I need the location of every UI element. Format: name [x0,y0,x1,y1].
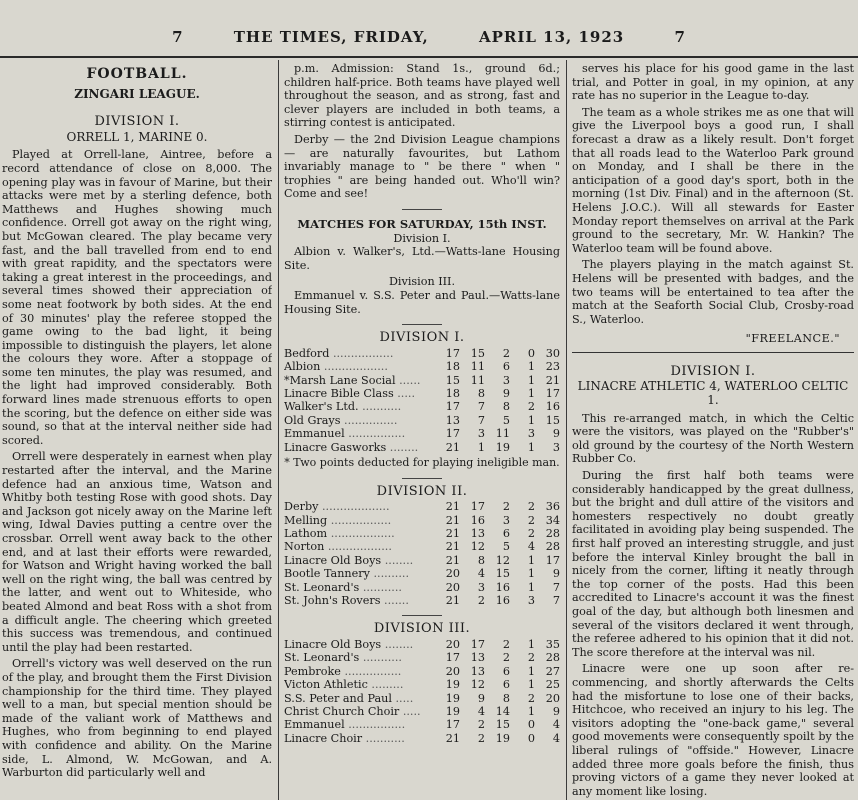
table-cell: 4 [552,731,560,745]
team-name [284,718,435,731]
table-cell: 6 [502,664,510,678]
table-cell: 21 [445,440,460,454]
league-table [284,638,560,745]
table-cell: 12 [495,553,510,567]
table-cell: 1 [527,664,535,678]
separator [402,615,442,616]
table-cell: 17 [545,553,560,567]
table-row [284,705,560,718]
leader-dots: ....... [380,593,409,607]
leader-dots: ...... [395,373,421,387]
table-cell: 8 [502,691,510,705]
table-cell: 17 [470,637,485,651]
table-cell: 3 [552,440,560,454]
leader-dots: .................. [327,526,395,540]
leader-dots: ........ [386,440,419,454]
table-cell: 2 [502,500,510,514]
team-name [284,441,435,454]
leader-dots: .................. [324,540,392,554]
article-paragraph: This re-arranged match, in which the Celtic were the visitors, was played on the "Rubber's" old ground by the courtesy of the North Western Rubber Co. [572,411,854,466]
team-label: Derby [284,500,319,514]
team-name [284,400,435,413]
team-label: Linacre Old Boys [284,637,382,651]
table-cell: 3 [502,513,510,527]
table-row [284,678,560,691]
team-name [284,594,435,607]
column-1 [2,62,272,800]
table-cell: 8 [477,386,485,400]
leader-dots: ............... [340,413,398,427]
league-table [284,347,560,454]
leader-dots: ................ [340,664,402,678]
team-name [284,500,435,513]
team-name [284,554,435,567]
table-row [284,594,560,607]
table-cell: 3 [502,373,510,387]
table-row [284,427,560,440]
table-cell: 9 [477,691,485,705]
article-paragraph: p.m. Admission: Stand 1s., ground 6d.; children half-price. Both teams have played well throughout the season, and as strong, fast and clever players are included in both teams, a stirring contest is anticipated. [284,62,560,130]
team-label: Walker's Ltd. [284,400,359,414]
leader-dots: ................. [329,346,394,360]
page-number-right: 7 [674,28,686,46]
league-heading: ZINGARI LEAGUE. [74,86,200,101]
article-paragraph: The team as a whole strikes me as one that will give the Liverpool boys a good run, I shall forecast a draw as a likely result. Don't forget that all roads lead to the Waterloo Park ground on Monday, and I shall be there in the anticipation of a good day's sport, both in the morning (1st Div. Final) and in the afternoon (St. Helens J.O.C.). Will all stewards for Easter Monday report themselves on arrival at the Park ground to the secretary, Mr. W. Hankin? The Waterloo team will be found above. [572,105,854,255]
table-cell: 1 [527,360,535,374]
table-cell: 13 [445,413,460,427]
article-paragraph: The players playing in the match against St. Helens will be presented with badges, and the two teams will be entertained to tea after the match at the Seaforth Social Club, Crosby-road S., Waterloo. [572,258,854,326]
table-cell: 12 [470,678,485,692]
table-cell: 17 [445,346,460,360]
team-label: Linacre Gasworks [284,440,387,454]
team-name [284,581,435,594]
table-row [284,638,560,651]
table-cell: 30 [545,346,560,360]
table-cell: 5 [502,540,510,554]
table-cell: 16 [495,593,510,607]
column-2 [284,62,560,800]
leader-dots: ..... [393,386,416,400]
leader-dots: ........... [358,400,402,414]
table-cell: 1 [527,567,535,581]
table-cell: 27 [545,664,560,678]
table-cell: 6 [502,360,510,374]
table-cell: 5 [502,413,510,427]
table-cell: 35 [545,637,560,651]
team-name [284,527,435,540]
table-cell: 21 [445,593,460,607]
article-paragraph: During the first half both teams were considerably handicapped by the great dullness, but the bright and dull attire of the visitors and homesters respectively no doubt greatly facilitated in avoiding play being suspended. The first half proved an interesting struggle, and just before the interval Kinley brought the ball in nicely from the corner, lifting it neatly through the top corner of the posts. Had this been accredited to Linacre's account it was the finest goal of the day, but although both linesmen and several of the visitors declared it went through, the referee adhered to his opinion that it did not. The score therefore at the interval was nil. [572,469,854,659]
table-cell: 13 [470,526,485,540]
team-label: Old Grays [284,413,341,427]
league-table [284,500,560,607]
team-label: *Marsh Lane Social [284,373,396,387]
table-cell: 9 [552,705,560,718]
leader-dots: ................ [344,427,406,441]
team-name [284,651,435,664]
table-cell: 7 [552,580,560,594]
separator [402,209,442,210]
team-label: St. Leonard's [284,651,360,665]
table-cell: 19 [495,440,510,454]
table-title: DIVISION II. [376,483,468,499]
table-row [284,651,560,664]
table-cell: 1 [477,440,485,454]
table-cell: 1 [527,386,535,400]
table-cell: 17 [445,400,460,414]
article-paragraph: serves his place for his good game in the last trial, and Potter in goal, in my opinion, at any rate has no superior in the League to-day. [572,62,854,103]
leader-dots: ........... [359,651,402,665]
table-cell: 23 [545,360,560,374]
table-row [284,441,560,454]
table-cell: 3 [477,580,485,594]
team-name [284,638,435,651]
article-paragraph: Derby — the 2nd Division League champions — are naturally favourites, but Lathom invariably manage to " be there " when " trophies " are being handed out. Who'll win? Come and see! [284,132,560,201]
table-title: DIVISION III. [373,621,471,637]
table-row [284,692,560,705]
table-cell: 8 [502,400,510,414]
table-cell: 3 [527,593,535,607]
article-paragraph: Orrell were desperately in earnest when play restarted after the interval, and the Marine defence had an anxious time, Watson and Whitby both testing Rose with good shots. Day and Jackson got nicely away on the Marine left wing, Idwal Davies putting a centre over the crossbar. Orrell went away back to the other end, and at last their efforts were rewarded, for Watson and Wright having worked the ball well on the right wing, the ball was centred by the latter, and went out to Whiteside, who beated Almond and beat Ross with a shot from a difficult angle. The cheering which greeted this success was tremendous, and continued until the play had been restarted. [2,450,272,654]
table-cell: 36 [545,500,560,514]
table-cell: 4 [552,718,560,732]
table-cell: 0 [527,346,535,360]
table-cell: 9 [552,567,560,581]
table-cell: 2 [477,731,485,745]
table-note: * Two points deducted for playing ineligible man. [284,455,560,469]
leader-dots: .......... [369,567,410,581]
table-cell: 7 [477,400,485,414]
table-cell: 28 [545,651,560,665]
table-cell: 20 [445,637,460,651]
leader-dots: .................. [320,360,388,374]
table-cell: 11 [470,360,485,374]
table-cell: 28 [545,540,560,554]
table-row [284,387,560,400]
table-row [284,581,560,594]
table-cell: 0 [527,718,535,732]
team-name [284,540,435,553]
team-label: Linacre Bible Class [284,386,394,400]
match-heading: ORRELL 1, MARINE 0. [66,129,208,144]
table-cell: 19 [445,678,460,692]
table-cell: 4 [477,705,485,718]
table-cell: 6 [502,526,510,540]
fixtures-division: Division III. [388,275,456,289]
table-row [284,527,560,540]
table-cell: 2 [502,346,510,360]
table-cell: 17 [545,386,560,400]
section-heading: FOOTBALL. [86,66,188,82]
paper-title: THE TIMES, FRIDAY, [233,28,429,46]
table-cell: 3 [477,427,485,441]
table-cell: 17 [470,500,485,514]
table-cell: 16 [470,513,485,527]
table-cell: 2 [477,718,485,732]
team-label: Norton [284,540,325,554]
team-label: Melling [284,513,328,527]
table-cell: 6 [502,678,510,692]
table-cell: 15 [495,718,510,732]
table-cell: 16 [495,580,510,594]
table-cell: 2 [477,593,485,607]
team-label: Linacre Old Boys [284,553,382,567]
table-cell: 2 [527,500,535,514]
table-cell: 28 [545,526,560,540]
team-name [284,678,435,691]
page-number-left: 7 [172,28,184,46]
team-label: Albion [284,360,321,374]
table-cell: 20 [445,664,460,678]
team-name [284,705,435,718]
table-cell: 1 [527,705,535,718]
table-cell: 2 [527,526,535,540]
team-label: Pembroke [284,664,341,678]
division-heading: DIVISION I. [670,363,756,379]
table-cell: 21 [445,731,460,745]
column-rule [278,60,279,800]
table-cell: 15 [545,413,560,427]
table-cell: 11 [470,373,485,387]
team-label: Lathom [284,526,328,540]
leader-dots: ......... [367,678,404,692]
team-label: Linacre Choir [284,731,363,745]
table-cell: 9 [552,427,560,441]
table-cell: 16 [545,400,560,414]
table-cell: 21 [445,513,460,527]
table-cell: 0 [527,731,535,745]
table-cell: 1 [527,678,535,692]
table-cell: 18 [445,360,460,374]
team-name [284,692,435,705]
table-cell: 2 [527,691,535,705]
masthead-rule [0,56,858,58]
fixture: Albion v. Walker's, Ltd.—Watts-lane Housing Site. [284,245,560,272]
table-cell: 19 [445,705,460,718]
table-row [284,665,560,678]
table-row [284,347,560,360]
table-cell: 11 [495,427,510,441]
leader-dots: ................ [344,718,406,732]
team-name [284,514,435,527]
fixture: Emmanuel v. S.S. Peter and Paul.—Watts-lane Housing Site. [284,288,560,316]
article-divider [572,352,854,359]
fixtures-division: Division I. [393,231,451,245]
table-title: DIVISION I. [379,330,465,346]
table-cell: 20 [545,691,560,705]
fixtures-heading: MATCHES FOR SATURDAY, 15th INST. [297,216,547,231]
table-cell: 1 [527,440,535,454]
table-row [284,540,560,553]
division-heading: DIVISION I. [94,114,180,130]
separator [402,478,442,479]
team-name [284,360,435,373]
table-cell: 15 [495,567,510,581]
table-cell: 19 [445,691,460,705]
table-cell: 1 [527,413,535,427]
table-cell: 17 [445,651,460,665]
table-cell: 13 [470,651,485,665]
leader-dots: ........... [359,580,402,594]
team-label: Christ Church Choir [284,705,400,718]
table-cell: 7 [552,593,560,607]
article-paragraph: Linacre were one up soon after re-commencing, and shortly afterwards the Celts had the misfortune to lose one of their backs, Hitchcoe, who received an injury to his leg. The visitors adopting the "one-back game," several good movements were consequently spoilt by the liberal rulings of "offside." However, Linacre added three more goals before the finish, thus proving victors of a game they never looked at any moment like losing. [572,662,854,798]
leader-dots: ................... [318,500,390,514]
leader-dots: ................. [327,513,392,527]
table-row [284,567,560,580]
article-paragraph: Orrell's victory was well deserved on the run of the play, and brought them the First Division championship for the third time. They played well to a man, but special mention should be made of the valiant work of Matthews and Hughes, who from beginning to end played with confidence and ability. On the Marine side, L. Almond, W. McGowan, and A. Warburton did particularly well and [2,657,272,780]
table-cell: 25 [545,678,560,692]
team-label: Bootle Tannery [284,567,370,581]
table-row [284,554,560,567]
leader-dots: ........ [381,637,414,651]
article-paragraph: Played at Orrell-lane, Aintree, before a record attendance of close on 8,000. The opening play was in favour of Marine, but their attacks were met by a sterling defence, both Matthews and Hughes showing much confidence. Orrell got away on the right wing, but McGowan cleared. The play became very fast, and the ball travelled from end to end with great rapidity, and the spectators were taking a great interest in the proceedings, and several times showed their appreciation of some neat footwork by both sides. At the end of 30 minutes' play the referee stopped the game owing to the bad light, it being impossible to distinguish the players, let alone the colours they wore. After a stoppage of some ten minutes, the play was resumed, and the light had improved considerably. Both forward lines made strenuous efforts to open the scoring, but the defence on either side was sound, so that at the interval neither side had scored. [2,148,272,447]
table-cell: 19 [495,731,510,745]
team-name [284,414,435,427]
table-cell: 2 [527,400,535,414]
leader-dots: ........... [362,731,405,745]
table-row [284,414,560,427]
table-cell: 8 [477,553,485,567]
leader-dots: ........ [381,553,414,567]
table-cell: 2 [502,637,510,651]
table-cell: 21 [445,540,460,554]
table-cell: 1 [527,373,535,387]
table-cell: 20 [445,580,460,594]
team-label: S.S. Peter and Paul [284,691,392,705]
team-label: Emmanuel [284,718,345,732]
team-name [284,732,435,745]
table-cell: 1 [527,553,535,567]
team-name [284,665,435,678]
table-cell: 1 [527,637,535,651]
table-cell: 21 [445,526,460,540]
table-cell: 34 [545,513,560,527]
team-name [284,567,435,580]
column-3 [572,62,854,800]
table-row [284,718,560,731]
table-cell: 20 [445,567,460,581]
issue-date: APRIL 13, 1923 [478,28,625,46]
team-label: Bedford [284,346,330,360]
table-cell: 21 [445,553,460,567]
table-cell: 1 [527,580,535,594]
byline: "FREELANCE." [745,332,840,346]
table-cell: 17 [445,427,460,441]
separator [402,324,442,325]
masthead [0,28,858,52]
team-label: St. John's Rovers [284,593,381,607]
leader-dots: ..... [391,691,414,705]
team-name [284,347,435,360]
table-cell: 14 [495,705,510,718]
table-cell: 9 [502,386,510,400]
table-cell: 21 [545,373,560,387]
table-cell: 15 [445,373,460,387]
table-row [284,374,560,387]
table-row [284,400,560,413]
table-cell: 17 [445,718,460,732]
team-label: St. Leonard's [284,580,360,594]
table-cell: 18 [445,386,460,400]
table-cell: 4 [477,567,485,581]
table-row [284,732,560,745]
match-heading: LINACRE ATHLETIC 4, WATERLOO CELTIC 1. [577,379,849,408]
column-rule [566,60,567,800]
table-cell: 2 [527,651,535,665]
table-cell: 4 [527,540,535,554]
table-cell: 2 [527,513,535,527]
table-row [284,500,560,513]
table-row [284,514,560,527]
table-cell: 12 [470,540,485,554]
team-name [284,374,435,387]
team-label: Emmanuel [284,427,345,441]
team-name [284,387,435,400]
table-cell: 7 [477,413,485,427]
leader-dots: ..... [399,705,421,718]
team-label: Victon Athletic [284,678,368,692]
table-cell: 21 [445,500,460,514]
table-cell: 2 [502,651,510,665]
table-cell: 15 [470,346,485,360]
table-cell: 3 [527,427,535,441]
team-name [284,427,435,440]
league-tables [284,331,560,745]
table-cell: 13 [470,664,485,678]
table-row [284,360,560,373]
